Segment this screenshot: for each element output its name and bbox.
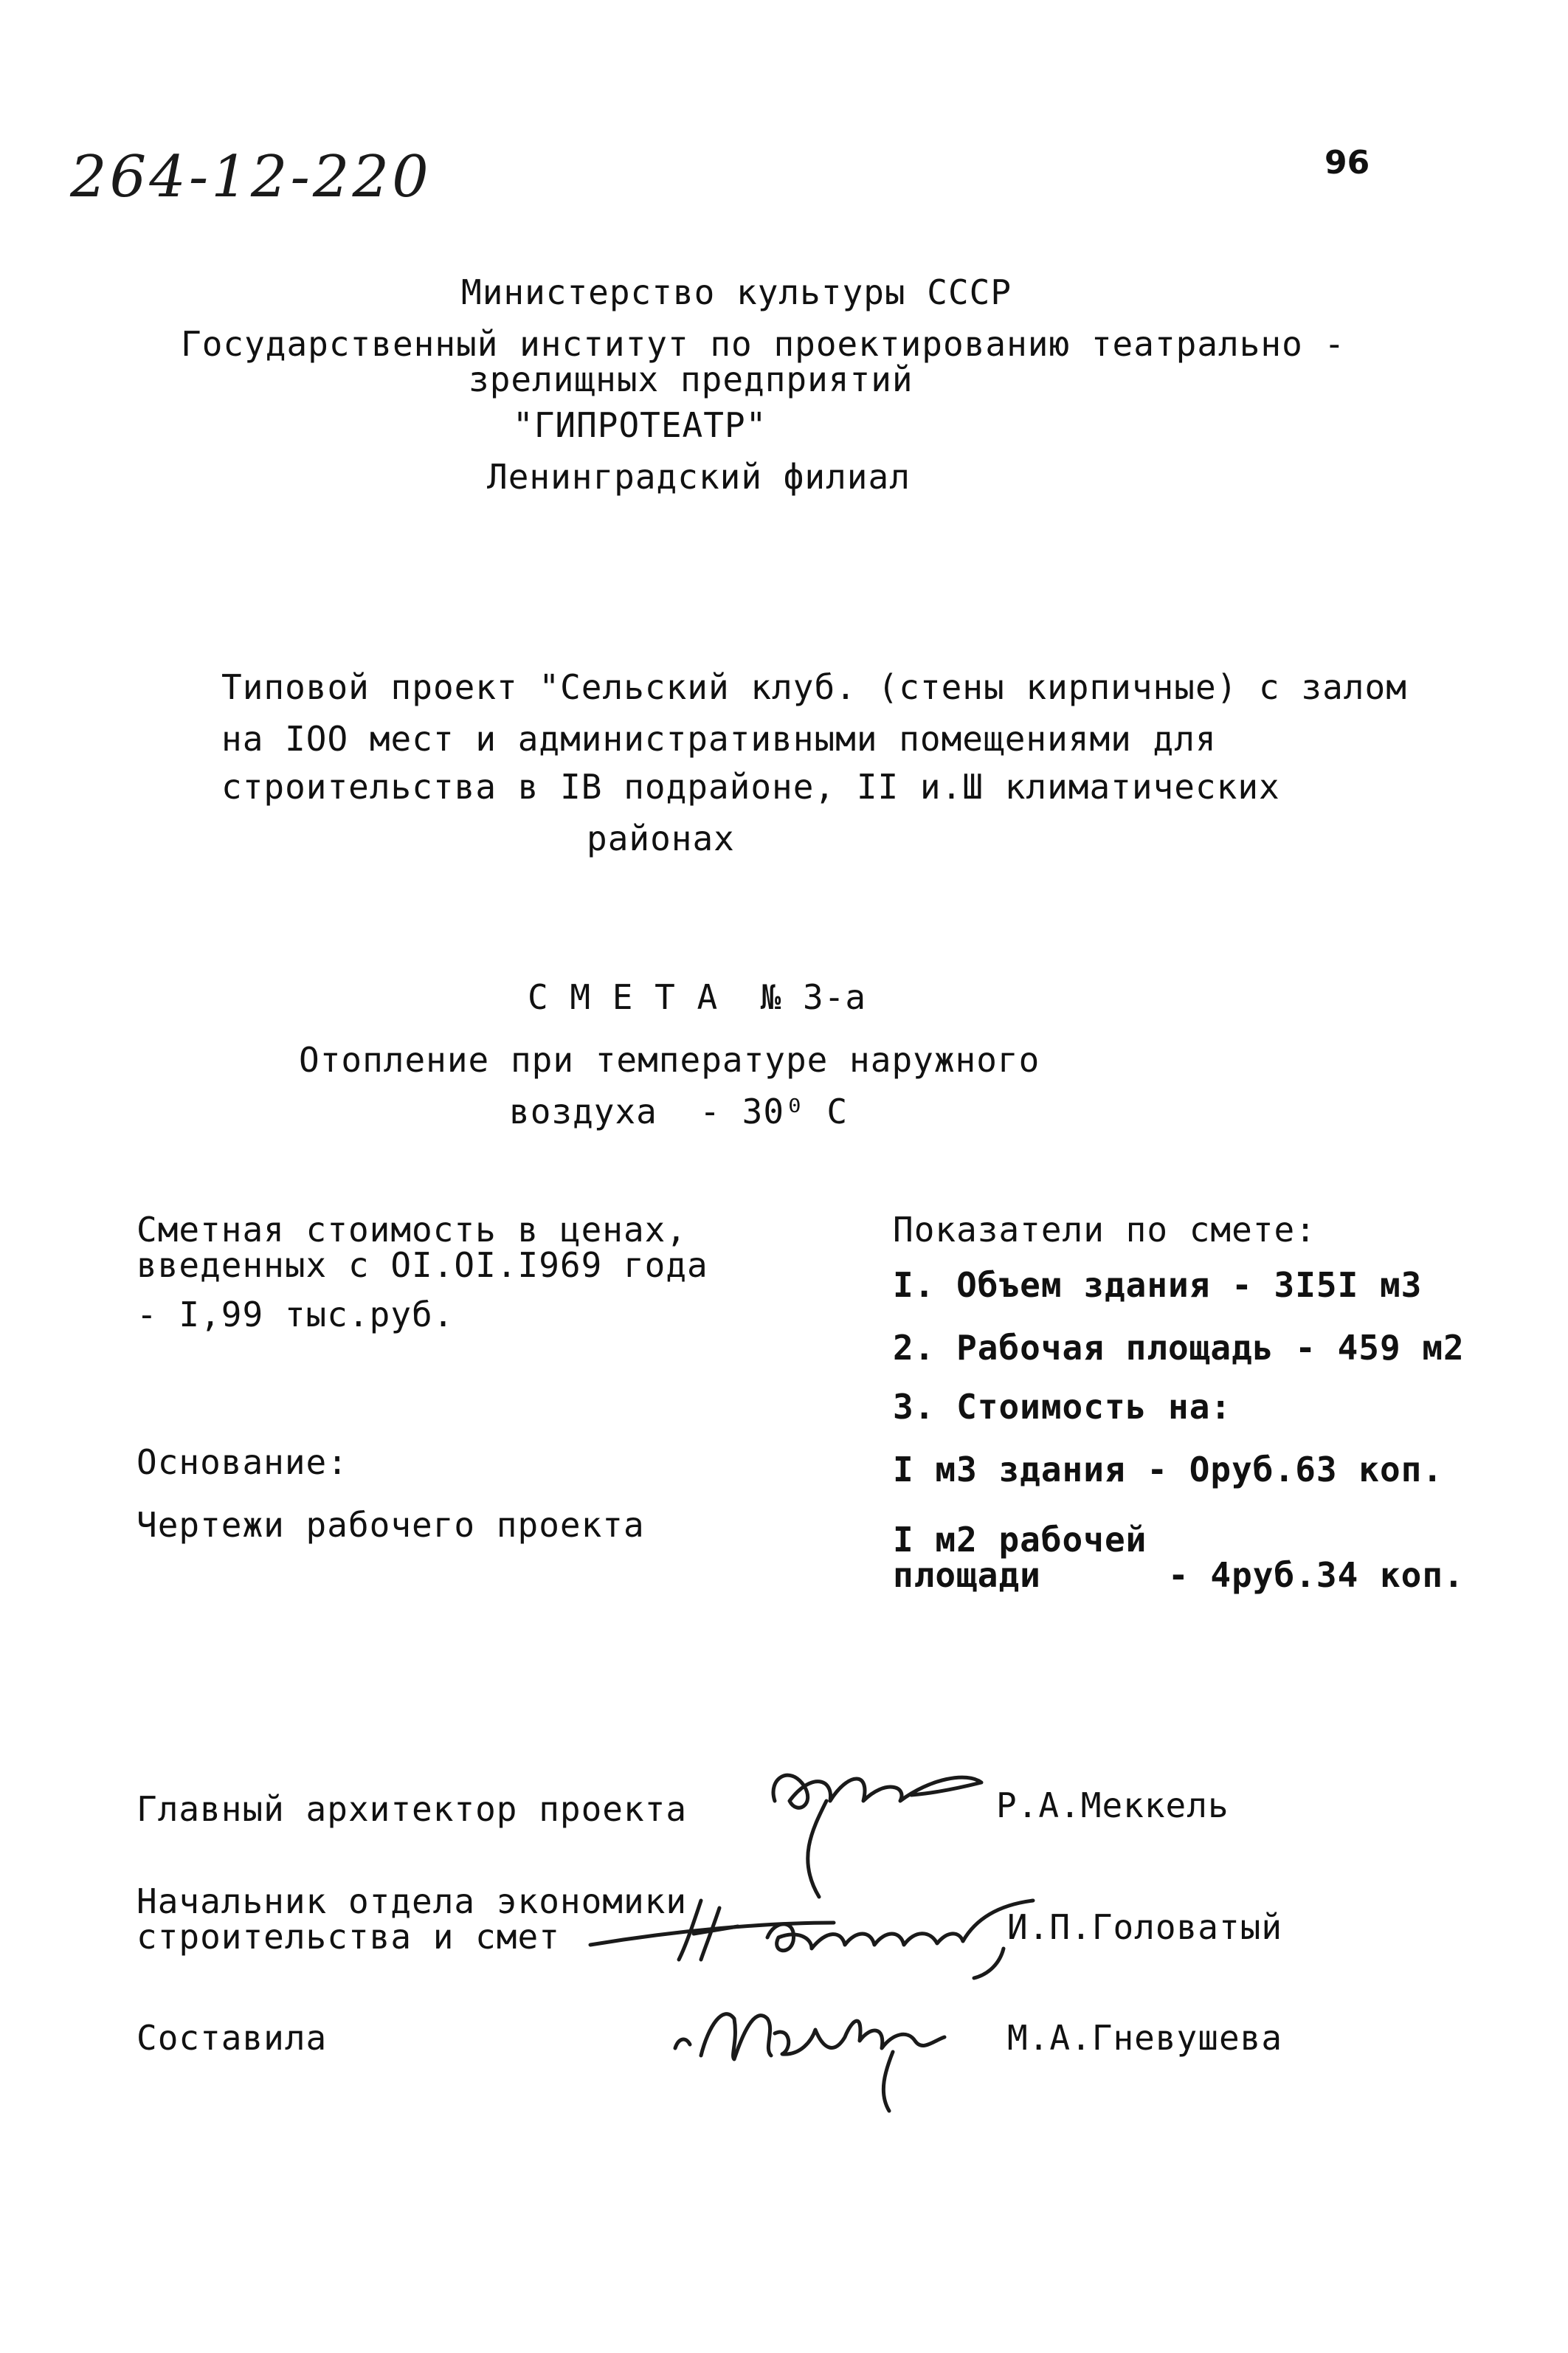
cost-label-line-1: Сметная стоимость в ценах, <box>137 1210 688 1250</box>
signature-role-economics-head-line-2: строительства и смет <box>137 1917 560 1957</box>
indicator-volume: I. Объем здания - 3I5I м3 <box>893 1265 1423 1305</box>
indicator-cost-per-m2-line-2: площади - 4руб.34 коп. <box>893 1555 1465 1595</box>
indicator-work-area: 2. Рабочая площадь - 459 м2 <box>893 1328 1465 1368</box>
indicator-cost-per-m3: I м3 здания - Оруб.63 коп. <box>893 1450 1444 1489</box>
estimate-subject-line-2: воздуха - 30⁰ С <box>509 1092 849 1131</box>
institute-line-1: Государственный институт по проектированию театрально - <box>181 324 1346 364</box>
indicators-heading: Показатели по смете: <box>893 1210 1316 1250</box>
basis-value: Чертежи рабочего проекта <box>137 1505 645 1545</box>
cost-label-line-2: введенных с OI.OI.I969 года <box>137 1245 708 1285</box>
project-line-2: на IOO мест и административными помещениями для <box>221 719 1217 759</box>
signature-name-economics-head: И.П.Головатый <box>1007 1907 1283 1947</box>
signature-scrawl-compiler <box>664 1967 974 2115</box>
branch-line: Ленинградский филиал <box>487 457 911 497</box>
indicator-cost-per: 3. Стоимость на: <box>893 1387 1232 1427</box>
project-line-1: Типовой проект "Сельский клуб. (стены кирпичные) с залом <box>221 667 1407 707</box>
project-line-3: строительства в IВ подрайоне, II и.Ш климатических <box>221 767 1280 807</box>
basis-label: Основание: <box>137 1442 348 1482</box>
signature-role-compiler: Составила <box>137 2018 328 2058</box>
signature-name-compiler: М.А.Гневушева <box>1007 2018 1283 2058</box>
handwritten-document-code: 264-12-220 <box>70 144 432 210</box>
estimate-subject-line-1: Отопление при температуре наружного <box>299 1040 1040 1080</box>
signature-role-economics-head-line-1: Начальник отдела экономики <box>137 1881 688 1921</box>
page-number: 96 <box>1324 144 1370 182</box>
institute-line-2: зрелищных предприятий <box>469 359 913 399</box>
estimate-title: С М Е Т А № 3-а <box>528 977 867 1017</box>
ministry-line: Министерство культуры СССР <box>461 272 1012 312</box>
institute-short-name: "ГИПРОТЕАТР" <box>513 405 767 445</box>
signature-name-chief-architect: Р.А.Меккель <box>996 1785 1229 1825</box>
indicator-cost-per-m2-line-1: I м2 рабочей <box>893 1520 1147 1560</box>
project-line-4: районах <box>587 819 735 858</box>
cost-value: - I,99 тыс.руб. <box>137 1295 455 1334</box>
signature-role-chief-architect: Главный архитектор проекта <box>137 1789 688 1829</box>
